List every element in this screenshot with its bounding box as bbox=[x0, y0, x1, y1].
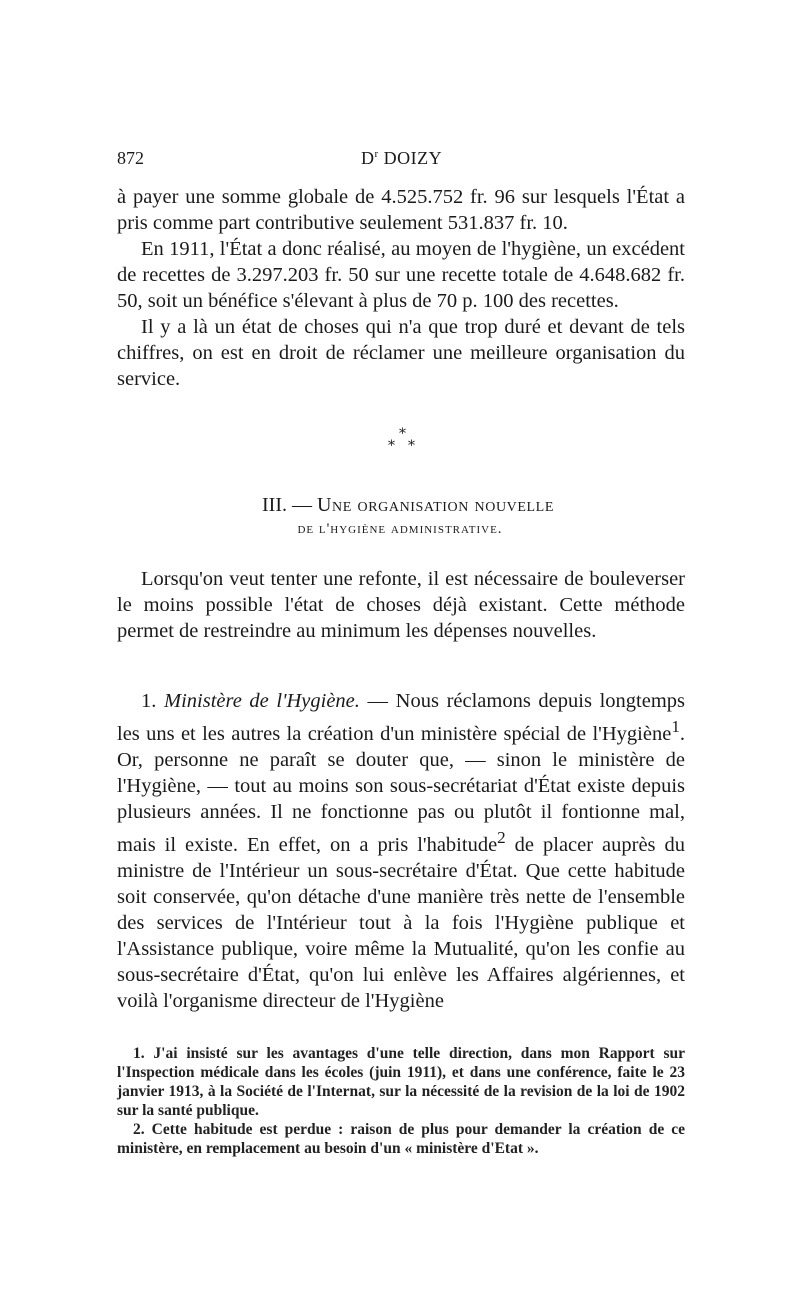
section-title-line2: de l'hygiène administrative. bbox=[297, 521, 503, 537]
author-name: DOIZY bbox=[383, 148, 443, 168]
section-separator: * * * bbox=[388, 426, 415, 454]
footnote-ref-2: 2 bbox=[497, 827, 506, 847]
running-header bbox=[117, 148, 683, 172]
footnote-2: 2. Cette habitude est perdue : raison de plus pour demander la création de ce ministère, en remplacement au besoin d'un « ministère d'Etat ». bbox=[117, 1121, 685, 1157]
author-prefix: D bbox=[361, 148, 375, 168]
ministere-paragraph-block bbox=[117, 688, 685, 1014]
paragraph-continuation: à payer une somme globale de 4.525.752 fr. 96 sur lesquels l'État a pris comme part contributive seulement 531.837 fr. 10. bbox=[117, 186, 685, 234]
paragraph-excedent: En 1911, l'État a donc réalisé, au moyen de l'hygiène, un excédent de recettes de 3.297.203 fr. 50 sur une recette totale de 4.648.682 fr. 50, soit un bénéfice s'élevant à plus de 70 p. 100 des recettes. bbox=[117, 238, 685, 312]
ministere-text-b: . Or, personne ne paraît se douter que, — sinon le ministère de l'Hygiène, — tout au moins son sous-secrétariat d'État existe depuis plusieurs années. Il ne fonctionne pas ou plutôt il fontionne mal, mais il existe. En effet, on a pris l'habitude bbox=[117, 722, 685, 856]
footnote-1: 1. J'ai insisté sur les avantages d'une telle direction, dans mon Rapport sur l'Inspection médicale dans les écoles (juin 1911), et dans une conférence, faite le 23 janvier 1913, à la Société de l'Internat, sur la nécessité de la revision de la loi de 1902 sur la santé publique. bbox=[117, 1045, 685, 1119]
section-title-line1: Une organisation nouvelle bbox=[317, 494, 554, 516]
subsection-heading: Ministère de l'Hygiène. bbox=[164, 690, 360, 712]
footnote-ref-1: 1 bbox=[671, 717, 680, 736]
top-paragraphs bbox=[117, 184, 685, 392]
subsection-number: 1. bbox=[141, 690, 157, 712]
intro-paragraph-block bbox=[117, 566, 685, 644]
author-sup: r bbox=[374, 148, 379, 160]
ministere-text-c: de placer auprès du ministre de l'Intérieur un sous-secrétaire d'État. Que cette habitude soit conservée, qu'on détache d'une manière très nette de l'ensemble des services de l'Intérieur tout à la fois l'Hygiène publique et l'Assistance publique, voire même la Mutualité, qu'on les confie au sous-secrétaire d'État, qu'on lui enlève les Affaires algériennes, et voilà l'organisme directeur de l'Hygiène bbox=[117, 833, 685, 1012]
running-author bbox=[361, 148, 442, 169]
paragraph-ministere bbox=[117, 688, 685, 1014]
page-number: 872 bbox=[117, 148, 144, 168]
ministere-text-a: — Nous réclamons depuis longtemps les uns et les autres la création d'un ministère spécial de l'Hygiène bbox=[117, 690, 685, 745]
footnotes bbox=[117, 1044, 685, 1158]
section-number: III. — bbox=[262, 494, 312, 516]
paragraph-intro: Lorsqu'on veut tenter une refonte, il est nécessaire de bouleverser le moins possible l'état de choses déjà existant. Cette méthode permet de restreindre au minimum les dépenses nouvelles. bbox=[117, 568, 685, 642]
paragraph-etat-de-choses: Il y a là un état de choses qui n'a que trop duré et devant de tels chiffres, on est en droit de réclamer une meilleure organisation du service. bbox=[117, 316, 685, 390]
section-heading bbox=[117, 492, 683, 540]
